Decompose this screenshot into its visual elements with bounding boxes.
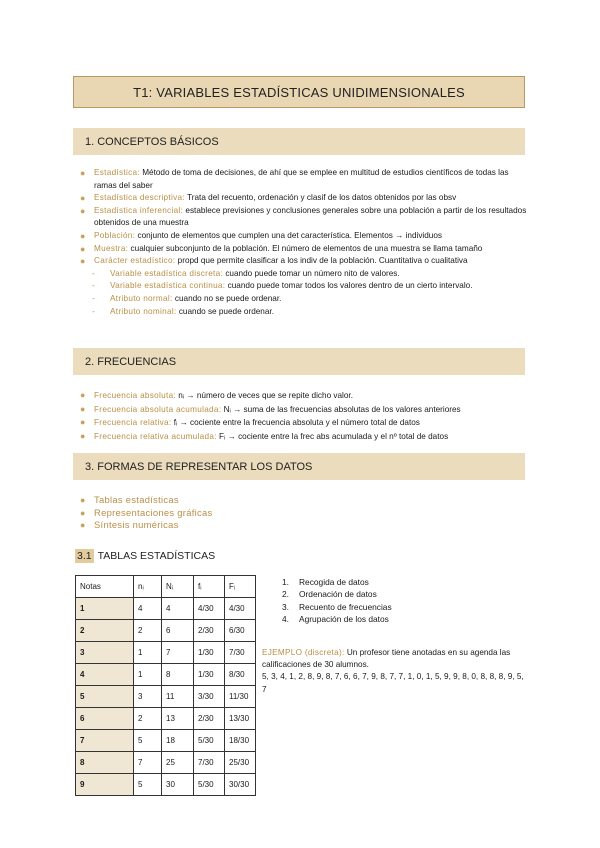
- list-item: ● Frecuencia relativa: fᵢ → cociente entre la frecuencia absoluta y el número total de datos: [78, 416, 528, 430]
- bullet-icon: ●: [80, 495, 86, 505]
- bullet-icon: ●: [80, 390, 86, 400]
- list-item: ● Población: conjunto de elementos que cumplen una det característica. Elementos → individuos: [80, 230, 443, 241]
- table-cell: 3: [76, 642, 134, 664]
- table-cell: 4: [134, 598, 162, 620]
- table-cell: 4/30: [194, 598, 225, 620]
- dash-icon: -: [92, 281, 95, 291]
- subsection-number: 3.1: [77, 550, 92, 562]
- table-cell: 13/30: [225, 708, 256, 730]
- frequency-table: [75, 575, 256, 796]
- table-cell: 7: [162, 642, 194, 664]
- list-item: ● Frecuencia absoluta: nᵢ → número de veces que se repite dicho valor.: [78, 389, 528, 403]
- table-cell: 5: [134, 774, 162, 796]
- table-header-row: [76, 576, 256, 598]
- sub-list-item: - Variable estadística discreta: cuando puede tomar un número nito de valores.: [78, 268, 528, 281]
- list-item: ● Frecuencia absoluta acumulada: Nᵢ → suma de las frecuencias absolutas de los valores anteriores: [78, 403, 528, 417]
- steps-list: [282, 576, 392, 626]
- list-item: 4. Agrupación de los datos: [282, 614, 389, 625]
- bullet-icon: ●: [80, 403, 86, 414]
- section-heading-conceptos: 1. CONCEPTOS BÁSICOS: [73, 128, 525, 155]
- table-cell: 2/30: [194, 620, 225, 642]
- table-cell: 8: [76, 752, 134, 774]
- table-cell: 18/30: [225, 730, 256, 752]
- table-cell: 6/30: [225, 620, 256, 642]
- table-row: [76, 620, 256, 642]
- sub-list-item: - Atributo nominal: cuando se puede ordenar.: [78, 306, 528, 319]
- dash-icon: -: [92, 293, 95, 303]
- table-cell: 1: [76, 598, 134, 620]
- table-cell: 2/30: [194, 708, 225, 730]
- table-cell: 1: [134, 664, 162, 686]
- table-cell: 1/30: [194, 664, 225, 686]
- bullet-icon: ●: [80, 256, 86, 267]
- list-item: ● Tablas estadísticas: [80, 494, 179, 505]
- example-text: Un profesor tiene anotadas en su agenda las calificaciones de 30 alumnos.: [262, 648, 511, 670]
- table-cell: 8: [162, 664, 194, 686]
- table-cell: 13: [162, 708, 194, 730]
- table-cell: 7/30: [225, 642, 256, 664]
- table-cell: 1/30: [194, 642, 225, 664]
- table-cell: 18: [162, 730, 194, 752]
- table-cell: 3/30: [194, 686, 225, 708]
- table-cell: 2: [76, 620, 134, 642]
- dash-icon: -: [92, 306, 95, 316]
- table-cell: 5/30: [194, 730, 225, 752]
- list-item: 3. Recuento de frecuencias: [282, 601, 392, 612]
- list-item: ● Representaciones gráficas: [80, 506, 213, 518]
- column-header: Nᵢ: [162, 576, 194, 598]
- bullet-icon: ●: [80, 168, 86, 178]
- section-heading-frecuencias: 2. FRECUENCIAS: [73, 348, 525, 375]
- table-row: [76, 708, 256, 730]
- table-cell: 30/30: [225, 774, 256, 796]
- column-header: nᵢ: [134, 576, 162, 598]
- table-cell: 5: [134, 730, 162, 752]
- table-cell: 4: [76, 664, 134, 686]
- example-block: [262, 647, 527, 696]
- table-cell: 5/30: [194, 774, 225, 796]
- table-cell: 4: [162, 598, 194, 620]
- bullet-icon: ●: [80, 430, 86, 441]
- bullet-icon: ●: [80, 205, 86, 216]
- table-row: [76, 664, 256, 686]
- table-cell: 8/30: [225, 664, 256, 686]
- table-cell: 2: [134, 708, 162, 730]
- forms-list: [78, 494, 528, 532]
- table-row: [76, 642, 256, 664]
- table-cell: 4/30: [225, 598, 256, 620]
- table-cell: 25/30: [225, 752, 256, 774]
- table-cell: 9: [76, 774, 134, 796]
- table-cell: 6: [162, 620, 194, 642]
- example-values: 5, 3, 4, 1, 2, 8, 9, 8, 7, 6, 6, 7, 9, 8, 7, 7, 1, 0, 1, 5, 9, 9, 8, 0, 8, 8, 8, 9, 5, 7: [262, 672, 524, 694]
- frequencies-list: [78, 389, 528, 443]
- table-cell: 6: [76, 708, 134, 730]
- section-heading-formas: 3. FORMAS DE REPRESENTAR LOS DATOS: [73, 453, 525, 480]
- list-item: ● Estadística: Método de toma de decisiones, de ahí que se emplee en multitud de estudios científicos de todas las ramas del saber: [80, 168, 509, 190]
- bullet-icon: ●: [80, 230, 86, 241]
- subsection-label: TABLAS ESTADÍSTICAS: [97, 550, 216, 562]
- table-cell: 11/30: [225, 686, 256, 708]
- table-row: [76, 752, 256, 774]
- list-item: ● Muestra: cualquier subconjunto de la población. El número de elementos de una muestra se llama tamaño: [80, 243, 483, 254]
- column-header: Fᵢ: [225, 576, 256, 598]
- example-label: EJEMPLO (discreta):: [262, 648, 345, 657]
- list-item: ● Estadística descriptiva: Trata del recuento, ordenación y clasif de los datos obtenidos por las obsv: [80, 193, 457, 204]
- table-cell: 5: [76, 686, 134, 708]
- column-header: Notas: [76, 576, 134, 598]
- table-row: [76, 774, 256, 796]
- bullet-icon: ●: [80, 507, 86, 518]
- table-cell: 7: [134, 752, 162, 774]
- bullet-icon: ●: [80, 193, 86, 204]
- table-cell: 25: [162, 752, 194, 774]
- list-item: 1. Recogida de datos: [282, 577, 369, 587]
- sub-list-item: - Atributo normal: cuando no se puede ordenar.: [78, 293, 528, 306]
- list-item: 2. Ordenación de datos: [282, 589, 377, 600]
- table-cell: 2: [134, 620, 162, 642]
- table-row: [76, 598, 256, 620]
- column-header: fᵢ: [194, 576, 225, 598]
- table-cell: 1: [134, 642, 162, 664]
- bullet-icon: ●: [80, 243, 86, 254]
- subsection-heading-tablas: [75, 548, 215, 564]
- table-cell: 7/30: [194, 752, 225, 774]
- sub-list-item: - Variable estadística continua: cuando puede tomar todos los valores dentro de un cierto intervalo.: [78, 280, 528, 293]
- concepts-list: [78, 167, 528, 318]
- list-item: ● Estadística inferencial: establece previsiones y conclusiones generales sobre una población a partir de los resultados obtenidos de una muestra: [80, 205, 527, 228]
- table-cell: 7: [76, 730, 134, 752]
- list-item: ● Frecuencia relativa acumulada: Fᵢ → cociente entre la frec abs acumulada y el nº total de datos: [78, 430, 528, 444]
- list-item: ● Carácter estadístico: propd que permite clasificar a los indiv de la población. Cuantitativa o cualitativa: [80, 256, 468, 267]
- table-cell: 11: [162, 686, 194, 708]
- page-title: T1: VARIABLES ESTADÍSTICAS UNIDIMENSIONALES: [73, 76, 525, 108]
- table-cell: 30: [162, 774, 194, 796]
- bullet-icon: ●: [80, 417, 86, 427]
- table-cell: 3: [134, 686, 162, 708]
- bullet-icon: ●: [80, 520, 86, 531]
- list-item: ● Síntesis numéricas: [80, 519, 179, 531]
- table-row: [76, 686, 256, 708]
- dash-icon: -: [92, 268, 95, 278]
- table-row: [76, 730, 256, 752]
